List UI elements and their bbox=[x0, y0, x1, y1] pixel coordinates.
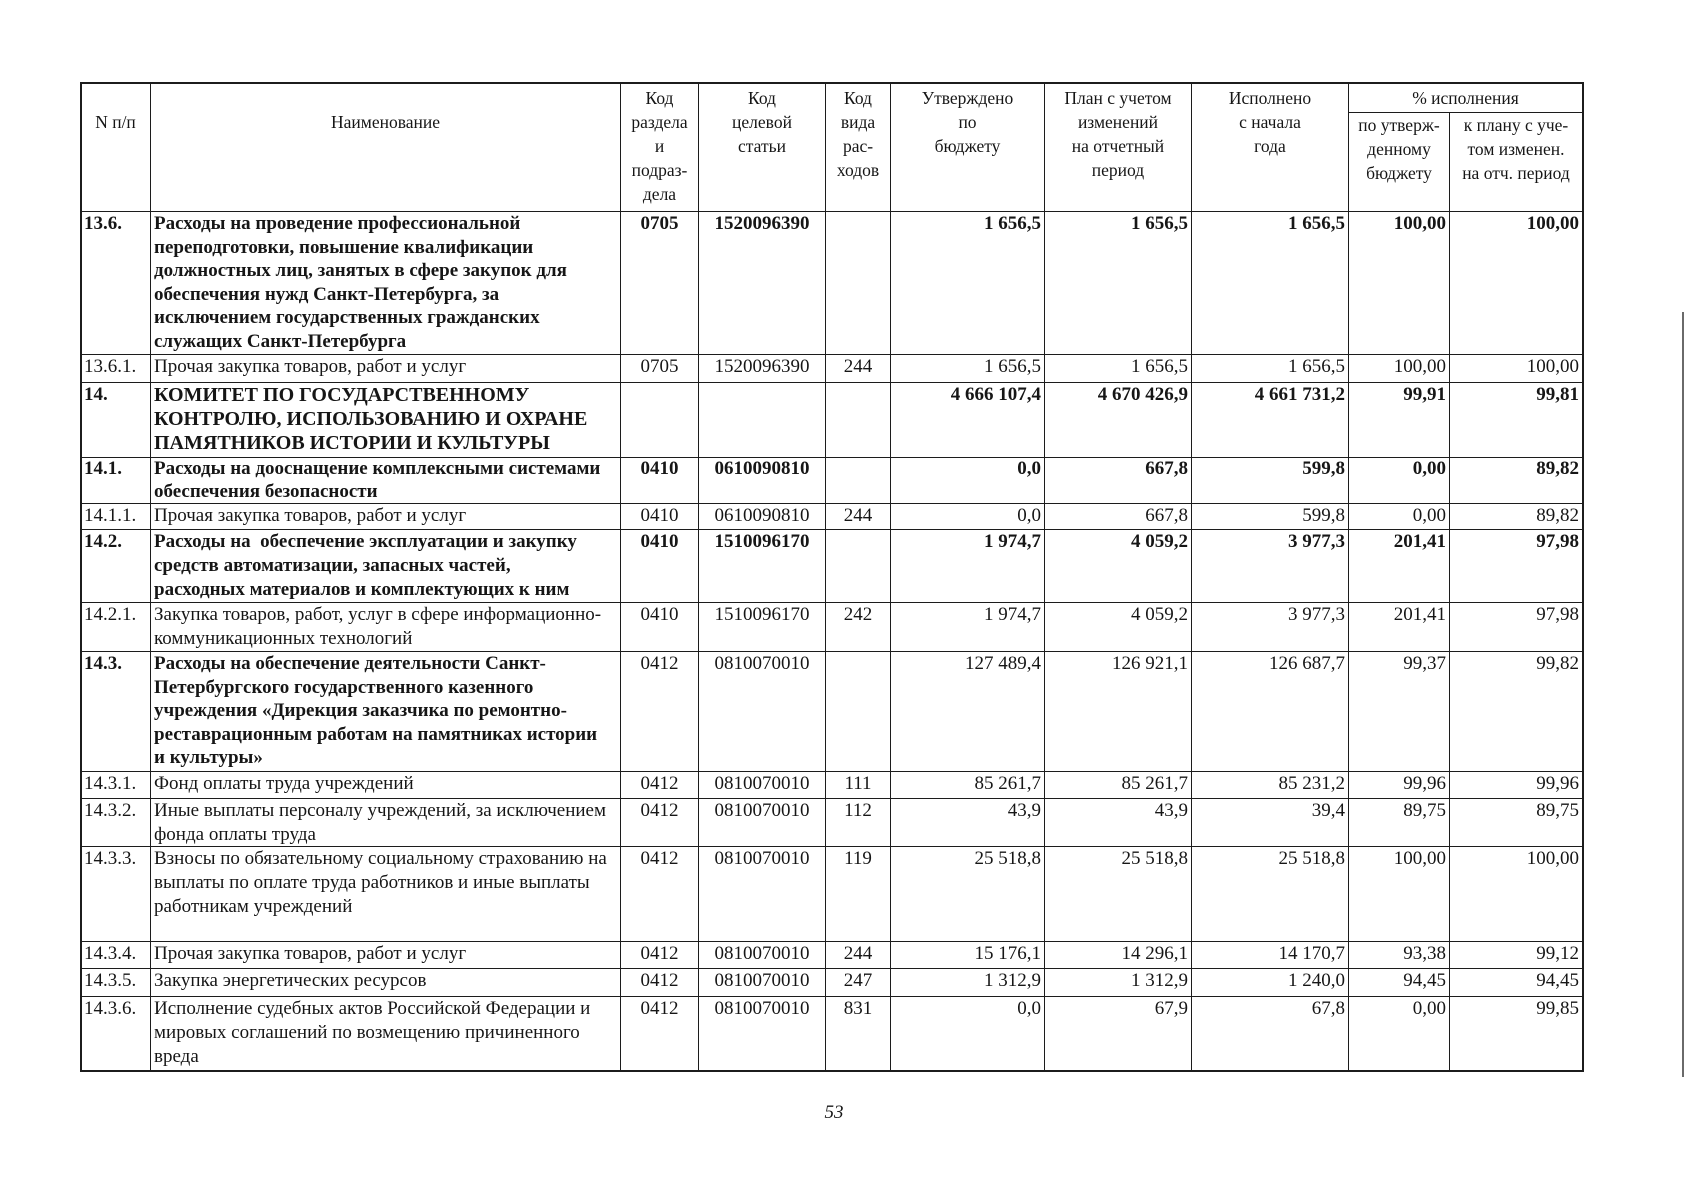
pct-of-budget: 99,37 bbox=[1348, 652, 1449, 771]
header-num: N п/п bbox=[95, 112, 136, 132]
target-code: 0810070010 bbox=[698, 799, 825, 846]
target-code: 1510096170 bbox=[698, 530, 825, 602]
table-row bbox=[82, 941, 1582, 968]
plan-amount: 85 261,7 bbox=[1044, 772, 1191, 798]
approved-amount: 0,0 bbox=[890, 504, 1044, 529]
executed-amount: 85 231,2 bbox=[1191, 772, 1348, 798]
plan-amount: 667,8 bbox=[1044, 458, 1191, 503]
row-number: 14.3.5. bbox=[84, 970, 137, 991]
approved-amount: 1 974,7 bbox=[890, 603, 1044, 651]
target-code: 1510096170 bbox=[698, 603, 825, 651]
row-number: 14.1. bbox=[84, 458, 122, 479]
table-row bbox=[82, 602, 1582, 651]
table-row bbox=[82, 529, 1582, 602]
header-name: Наименование bbox=[150, 84, 620, 211]
plan-amount: 14 296,1 bbox=[1044, 942, 1191, 968]
header-approved: Утверждено по бюджету bbox=[890, 84, 1044, 211]
approved-amount: 25 518,8 bbox=[890, 847, 1044, 941]
pct-of-budget: 100,00 bbox=[1348, 212, 1449, 354]
pct-of-plan: 99,12 bbox=[1449, 942, 1582, 968]
header-pct-plan: к плану с уче- том изменен. на отч. период bbox=[1449, 113, 1582, 211]
target-code: 0810070010 bbox=[698, 997, 825, 1070]
row-number: 14.2. bbox=[84, 531, 122, 552]
row-number: 13.6.1. bbox=[84, 356, 137, 377]
row-name: Расходы на обеспечение деятельности Санкт- Петербургского государственного казенного учреждения «Дирекция заказчика по ремонтно- реставрационным работам на памятниках истории и культуры» bbox=[150, 652, 620, 771]
plan-amount: 667,8 bbox=[1044, 504, 1191, 529]
plan-amount: 1 656,5 bbox=[1044, 355, 1191, 382]
approved-amount: 1 656,5 bbox=[890, 212, 1044, 354]
section-code bbox=[620, 383, 698, 457]
executed-amount: 3 977,3 bbox=[1191, 530, 1348, 602]
pct-of-budget: 93,38 bbox=[1348, 942, 1449, 968]
row-number: 14. bbox=[84, 384, 108, 405]
plan-amount: 4 059,2 bbox=[1044, 530, 1191, 602]
plan-amount: 126 921,1 bbox=[1044, 652, 1191, 771]
pct-of-plan: 100,00 bbox=[1449, 847, 1582, 941]
expense-type-code: 119 bbox=[825, 847, 890, 941]
page-number: 53 bbox=[824, 1102, 844, 1123]
header-percent-group bbox=[1348, 84, 1582, 211]
pct-of-budget: 89,75 bbox=[1348, 799, 1449, 846]
header-expense-type-code: Код вида рас- ходов bbox=[825, 84, 890, 211]
row-name: Расходы на проведение профессиональной переподготовки, повышение квалификации должностных лиц, занятых в сфере закупок для обеспечения нужд Санкт-Петербурга, за исключением государственных гражданских служащих Санкт-Петербурга bbox=[150, 212, 620, 354]
approved-amount: 127 489,4 bbox=[890, 652, 1044, 771]
pct-of-plan: 100,00 bbox=[1449, 212, 1582, 354]
target-code: 0610090810 bbox=[698, 458, 825, 503]
executed-amount: 1 240,0 bbox=[1191, 969, 1348, 996]
section-code: 0705 bbox=[620, 355, 698, 382]
row-number: 14.3.4. bbox=[84, 943, 137, 964]
expense-type-code: 244 bbox=[825, 504, 890, 529]
expense-type-code: 242 bbox=[825, 603, 890, 651]
target-code: 0810070010 bbox=[698, 942, 825, 968]
row-number: 14.1.1. bbox=[84, 505, 137, 526]
header-plan: План с учетом изменений на отчетный период bbox=[1044, 84, 1191, 211]
section-code: 0410 bbox=[620, 458, 698, 503]
expense-type-code: 247 bbox=[825, 969, 890, 996]
pct-of-plan: 94,45 bbox=[1449, 969, 1582, 996]
row-name: КОМИТЕТ ПО ГОСУДАРСТВЕННОМУ КОНТРОЛЮ, ИСПОЛЬЗОВАНИЮ И ОХРАНЕ ПАМЯТНИКОВ ИСТОРИИ И КУЛЬТУРЫ bbox=[150, 383, 620, 457]
section-code: 0412 bbox=[620, 997, 698, 1070]
pct-of-budget: 100,00 bbox=[1348, 355, 1449, 382]
expense-type-code bbox=[825, 212, 890, 354]
pct-of-plan: 99,96 bbox=[1449, 772, 1582, 798]
table-row bbox=[82, 211, 1582, 354]
plan-amount: 1 656,5 bbox=[1044, 212, 1191, 354]
row-name: Прочая закупка товаров, работ и услуг bbox=[150, 355, 620, 382]
section-code: 0705 bbox=[620, 212, 698, 354]
plan-amount: 25 518,8 bbox=[1044, 847, 1191, 941]
table-row bbox=[82, 996, 1582, 1070]
pct-of-plan: 99,82 bbox=[1449, 652, 1582, 771]
expense-type-code: 831 bbox=[825, 997, 890, 1070]
pct-of-budget: 201,41 bbox=[1348, 603, 1449, 651]
target-code: 0810070010 bbox=[698, 847, 825, 941]
pct-of-plan: 97,98 bbox=[1449, 603, 1582, 651]
pct-of-plan: 89,82 bbox=[1449, 504, 1582, 529]
plan-amount: 43,9 bbox=[1044, 799, 1191, 846]
section-code: 0412 bbox=[620, 799, 698, 846]
row-number: 14.3.2. bbox=[84, 800, 137, 821]
header-percent-title: % исполнения bbox=[1412, 88, 1519, 108]
executed-amount: 4 661 731,2 bbox=[1191, 383, 1348, 457]
pct-of-budget: 99,96 bbox=[1348, 772, 1449, 798]
row-name: Взносы по обязательному социальному страхованию на выплаты по оплате труда работников и иные выплаты работникам учреждений bbox=[150, 847, 620, 941]
pct-of-budget: 99,91 bbox=[1348, 383, 1449, 457]
plan-amount: 1 312,9 bbox=[1044, 969, 1191, 996]
row-name: Прочая закупка товаров, работ и услуг bbox=[150, 942, 620, 968]
row-number: 14.3. bbox=[84, 653, 122, 674]
header-section-code: Код раздела и подраз- дела bbox=[620, 84, 698, 211]
executed-amount: 1 656,5 bbox=[1191, 355, 1348, 382]
row-name: Расходы на дооснащение комплексными системами обеспечения безопасности bbox=[150, 458, 620, 503]
expense-type-code: 111 bbox=[825, 772, 890, 798]
executed-amount: 14 170,7 bbox=[1191, 942, 1348, 968]
table-header bbox=[82, 84, 1582, 211]
row-name: Закупка товаров, работ, услуг в сфере информационно- коммуникационных технологий bbox=[150, 603, 620, 651]
pct-of-budget: 0,00 bbox=[1348, 504, 1449, 529]
header-pct-budget: по утверж- денному бюджету bbox=[1358, 115, 1440, 183]
executed-amount: 599,8 bbox=[1191, 458, 1348, 503]
row-number: 14.3.1. bbox=[84, 773, 137, 794]
plan-amount: 4 059,2 bbox=[1044, 603, 1191, 651]
table-row bbox=[82, 503, 1582, 529]
expense-type-code bbox=[825, 383, 890, 457]
expense-type-code bbox=[825, 458, 890, 503]
approved-amount: 1 974,7 bbox=[890, 530, 1044, 602]
header-executed: Исполнено с начала года bbox=[1191, 84, 1348, 211]
pct-of-budget: 201,41 bbox=[1348, 530, 1449, 602]
pct-of-budget: 100,00 bbox=[1348, 847, 1449, 941]
target-code bbox=[698, 383, 825, 457]
plan-amount: 4 670 426,9 bbox=[1044, 383, 1191, 457]
section-code: 0412 bbox=[620, 969, 698, 996]
row-name: Прочая закупка товаров, работ и услуг bbox=[150, 504, 620, 529]
executed-amount: 1 656,5 bbox=[1191, 212, 1348, 354]
approved-amount: 85 261,7 bbox=[890, 772, 1044, 798]
pct-of-plan: 99,81 bbox=[1449, 383, 1582, 457]
pct-of-plan: 89,82 bbox=[1449, 458, 1582, 503]
executed-amount: 126 687,7 bbox=[1191, 652, 1348, 771]
pct-of-plan: 99,85 bbox=[1449, 997, 1582, 1070]
row-number: 14.3.3. bbox=[84, 848, 137, 869]
budget-execution-table bbox=[80, 82, 1584, 1072]
expense-type-code: 112 bbox=[825, 799, 890, 846]
section-code: 0412 bbox=[620, 652, 698, 771]
section-code: 0412 bbox=[620, 772, 698, 798]
pct-of-budget: 0,00 bbox=[1348, 458, 1449, 503]
executed-amount: 67,8 bbox=[1191, 997, 1348, 1070]
pct-of-plan: 97,98 bbox=[1449, 530, 1582, 602]
row-name: Исполнение судебных актов Российской Федерации и мировых соглашений по возмещению причиненного вреда bbox=[150, 997, 620, 1070]
row-number: 14.2.1. bbox=[84, 604, 137, 625]
row-name: Закупка энергетических ресурсов bbox=[150, 969, 620, 996]
approved-amount: 4 666 107,4 bbox=[890, 383, 1044, 457]
table-row bbox=[82, 798, 1582, 846]
target-code: 0810070010 bbox=[698, 969, 825, 996]
table-row bbox=[82, 968, 1582, 996]
table-row bbox=[82, 651, 1582, 771]
row-name: Расходы на обеспечение эксплуатации и закупку средств автоматизации, запасных частей, расходных материалов и комплектующих к ним bbox=[150, 530, 620, 602]
pct-of-plan: 89,75 bbox=[1449, 799, 1582, 846]
target-code: 0810070010 bbox=[698, 652, 825, 771]
executed-amount: 25 518,8 bbox=[1191, 847, 1348, 941]
approved-amount: 43,9 bbox=[890, 799, 1044, 846]
row-number: 13.6. bbox=[84, 213, 122, 234]
approved-amount: 15 176,1 bbox=[890, 942, 1044, 968]
target-code: 0610090810 bbox=[698, 504, 825, 529]
table-row bbox=[82, 354, 1582, 382]
section-code: 0412 bbox=[620, 942, 698, 968]
expense-type-code: 244 bbox=[825, 942, 890, 968]
header-percent-subcolumns bbox=[1349, 112, 1582, 211]
pct-of-budget: 94,45 bbox=[1348, 969, 1449, 996]
pct-of-plan: 100,00 bbox=[1449, 355, 1582, 382]
header-target-code: Код целевой статьи bbox=[698, 84, 825, 211]
row-name: Фонд оплаты труда учреждений bbox=[150, 772, 620, 798]
section-code: 0412 bbox=[620, 847, 698, 941]
table-row bbox=[82, 382, 1582, 457]
approved-amount: 1 312,9 bbox=[890, 969, 1044, 996]
executed-amount: 599,8 bbox=[1191, 504, 1348, 529]
section-code: 0410 bbox=[620, 504, 698, 529]
target-code: 1520096390 bbox=[698, 355, 825, 382]
row-name: Иные выплаты персоналу учреждений, за исключением фонда оплаты труда bbox=[150, 799, 620, 846]
expense-type-code bbox=[825, 652, 890, 771]
section-code: 0410 bbox=[620, 530, 698, 602]
expense-type-code: 244 bbox=[825, 355, 890, 382]
pct-of-budget: 0,00 bbox=[1348, 997, 1449, 1070]
approved-amount: 0,0 bbox=[890, 458, 1044, 503]
row-number: 14.3.6. bbox=[84, 998, 137, 1019]
table-row bbox=[82, 457, 1582, 503]
table-row bbox=[82, 846, 1582, 941]
approved-amount: 0,0 bbox=[890, 997, 1044, 1070]
executed-amount: 3 977,3 bbox=[1191, 603, 1348, 651]
plan-amount: 67,9 bbox=[1044, 997, 1191, 1070]
target-code: 1520096390 bbox=[698, 212, 825, 354]
expense-type-code bbox=[825, 530, 890, 602]
scan-edge-line bbox=[1682, 312, 1684, 1077]
approved-amount: 1 656,5 bbox=[890, 355, 1044, 382]
table-row bbox=[82, 771, 1582, 798]
executed-amount: 39,4 bbox=[1191, 799, 1348, 846]
target-code: 0810070010 bbox=[698, 772, 825, 798]
section-code: 0410 bbox=[620, 603, 698, 651]
